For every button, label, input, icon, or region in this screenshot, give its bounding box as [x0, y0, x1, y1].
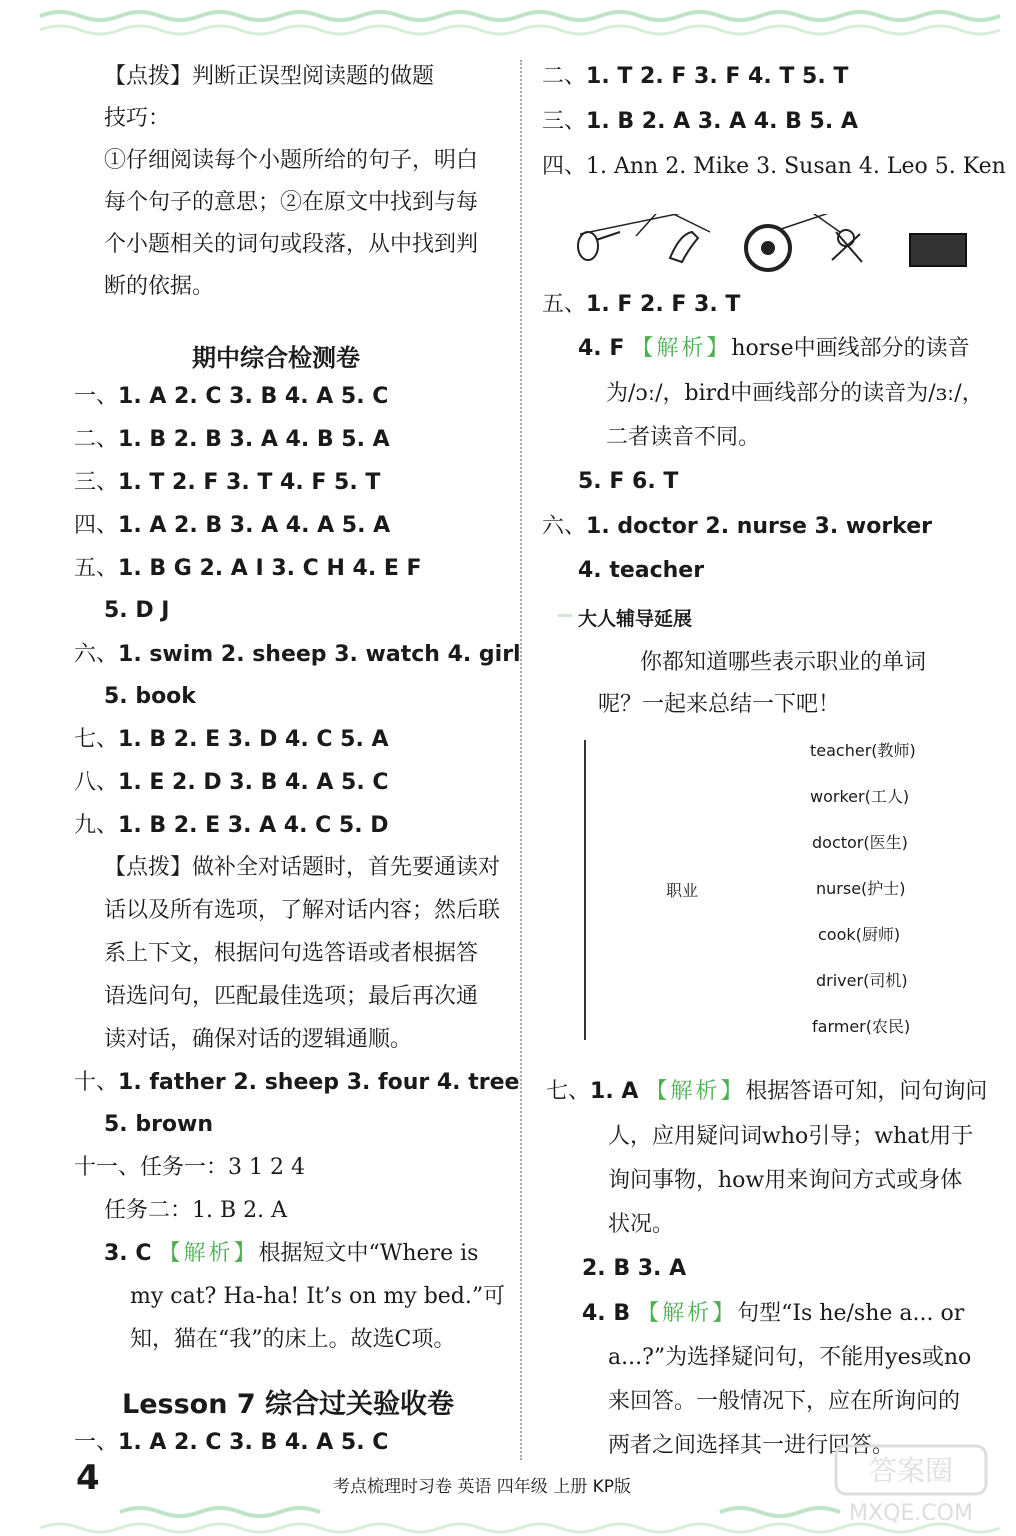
blackboard-icon	[910, 234, 966, 266]
answer-row: 八、1. E 2. D 3. B 4. A 5. C	[74, 770, 389, 795]
answer-row: 三、1. T 2. F 3. T 4. F 5. T	[74, 470, 381, 495]
mindmap-center: 职业	[666, 881, 699, 900]
analysis-line: 来回答。一般情况下，应在所询问的	[608, 1389, 961, 1414]
answer-row: 5. F 6. T	[578, 469, 679, 494]
tip1-line: 【点拨】判断正误型阅读题的做题	[104, 64, 435, 89]
page-number: 4	[76, 1458, 100, 1498]
net-icon	[578, 232, 620, 260]
chef-icon	[832, 230, 862, 262]
answer-row: 七、1. B 2. E 3. D 4. C 5. A	[74, 727, 389, 752]
tip1-line: ①仔细阅读每个小题所给的句子，明白	[104, 148, 479, 173]
mindmap-line	[584, 740, 586, 1040]
svg-text:答案圈: 答案圈	[868, 1454, 954, 1487]
job-item: teacher(教师)	[810, 741, 916, 760]
answer-row: 四、1. A 2. B 3. A 4. A 5. A	[74, 513, 391, 538]
analysis-line: 为/ɔː/，bird中画线部分的读音为/ɜː/，	[606, 381, 984, 406]
job-item: worker(工人)	[810, 787, 910, 806]
job-item: doctor(医生)	[812, 833, 908, 852]
answer-row: 六、1. swim 2. sheep 3. watch 4. girl	[74, 642, 521, 667]
analysis-line: 二者读音不同。	[606, 425, 761, 450]
answer-row: 5. book	[104, 684, 196, 709]
lesson-title: Lesson 7 综合过关验收卷	[122, 1389, 455, 1420]
job-item: nurse(护士)	[816, 879, 906, 898]
answer-row: 4. teacher	[578, 558, 705, 583]
decorative-wave-top	[0, 0, 1016, 48]
answer-row: 二、1. B 2. B 3. A 4. B 5. A	[74, 427, 390, 452]
tip2-line: 话以及所有选项，了解对话内容；然后联	[104, 898, 501, 923]
tip2-line: 语选问句，匹配最佳选项；最后再次通	[104, 984, 479, 1009]
answer-row: 六、1. doctor 2. nurse 3. worker	[542, 514, 932, 539]
extend-title: 大人辅导延展	[578, 604, 692, 631]
answer-row: 三、1. B 2. A 3. A 4. B 5. A	[542, 109, 858, 134]
answer-row: 2. B 3. A	[582, 1256, 687, 1281]
midterm-title: 期中综合检测卷	[192, 344, 360, 372]
answer-row: 5. D J	[104, 598, 170, 623]
answer-row: 九、1. B 2. E 3. A 4. C 5. D	[74, 813, 389, 838]
analysis-line: a...?”为选择疑问句，不能用yes或no	[608, 1345, 972, 1370]
tip1-line: 个小题相关的词句或段落，从中找到判	[104, 232, 479, 257]
column-divider	[520, 60, 522, 1460]
answer-row: 任务二：1. B 2. A	[104, 1198, 288, 1223]
analysis-line: 4. B 【解析】句型“Is he/she a... or	[582, 1301, 965, 1326]
extend-text: 呢？一起来总结一下吧！	[598, 692, 841, 717]
analysis-line: 3. C 【解析】根据短文中“Where is	[104, 1241, 479, 1266]
answer-row: 5. brown	[104, 1112, 214, 1137]
tip2-line: 读对话，确保对话的逻辑通顺。	[104, 1027, 413, 1052]
steering-wheel-icon	[746, 226, 790, 270]
answer-row: 五、1. F 2. F 3. T	[542, 292, 741, 317]
tip1-line: 断的依据。	[104, 274, 215, 299]
answer-row: 十、1. father 2. sheep 3. four 4. tree	[74, 1070, 520, 1095]
analysis-line: 七、1. A 【解析】根据答语可知，问句询问	[546, 1079, 988, 1104]
tip2-line: 【点拨】做补全对话题时，首先要通读对	[104, 855, 501, 880]
job-item: cook(厨师)	[818, 925, 901, 944]
analysis-line: 4. F 【解析】horse中画线部分的读音	[578, 336, 970, 361]
analysis-line: 状况。	[608, 1212, 675, 1237]
writing-hand-icon	[670, 232, 698, 262]
answer-row: 十一、任务一：3 1 2 4	[74, 1155, 305, 1180]
tip2-line: 系上下文，根据问句选答语或者根据答	[104, 941, 479, 966]
analysis-line: 询问事物，how用来询问方式或身体	[608, 1168, 963, 1193]
answer-row: 四、1. Ann 2. Mike 3. Susan 4. Leo 5. Ken	[542, 154, 1006, 179]
analysis-line: my cat? Ha-ha! It’s on my bed.”可	[130, 1284, 506, 1309]
extend-text: 你都知道哪些表示职业的单词	[640, 650, 927, 675]
footer-text: 考点梳理时习卷 英语 四年级 上册 KP版	[333, 1477, 632, 1497]
analysis-line: 知，猫在“我”的床上。故选C项。	[130, 1327, 456, 1352]
watermark-logo	[826, 1440, 996, 1530]
matching-pictures	[570, 214, 970, 274]
job-item: driver(司机)	[816, 971, 908, 990]
analysis-line: 两者之间选择其一进行回答。	[608, 1433, 895, 1458]
svg-text:MXQE.COM: MXQE.COM	[849, 1501, 973, 1526]
job-item: farmer(农民)	[812, 1017, 911, 1036]
tip1-line: 每个句子的意思；②在原文中找到与每	[104, 190, 479, 215]
analysis-line: 人，应用疑问词who引导；what用于	[608, 1124, 974, 1149]
answer-row: 一、1. A 2. C 3. B 4. A 5. C	[74, 384, 389, 409]
answer-row: 一、1. A 2. C 3. B 4. A 5. C	[74, 1430, 389, 1455]
answer-row: 二、1. T 2. F 3. F 4. T 5. T	[542, 64, 849, 89]
answer-row: 五、1. B G 2. A I 3. C H 4. E F	[74, 556, 422, 581]
tip1-line: 技巧：	[104, 106, 171, 131]
